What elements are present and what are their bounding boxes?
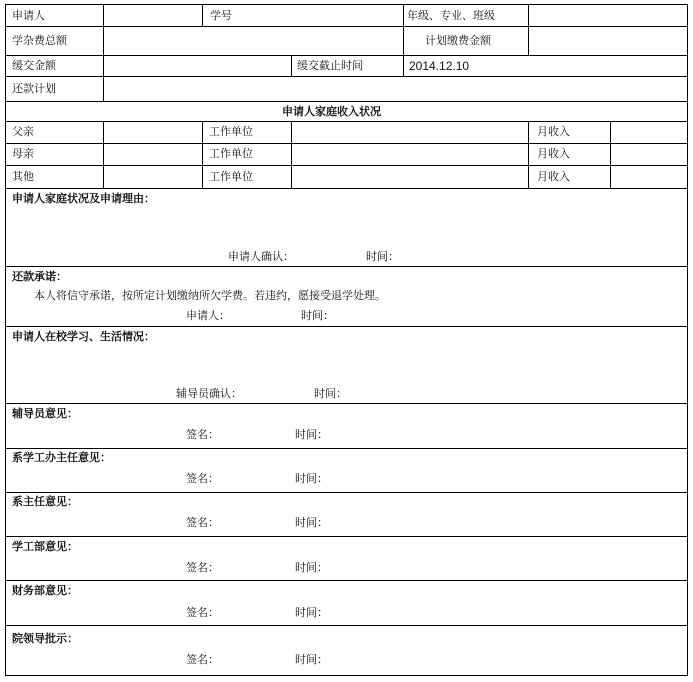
father-name-field[interactable]	[104, 122, 202, 143]
row-divider	[6, 536, 687, 537]
approval-title: 辅导员意见：	[12, 407, 78, 420]
col-divider	[291, 55, 292, 76]
student-id-field[interactable]	[292, 6, 403, 26]
approval-time-label: 时间：	[295, 653, 328, 666]
campus-section-title: 申请人在校学习、生活情况：	[12, 330, 155, 343]
applicant-confirm-label: 申请人确认：	[228, 250, 294, 263]
applicant-name-field[interactable]	[104, 6, 202, 26]
income-relation-label: 父亲	[12, 125, 34, 138]
approval-title: 院领导批示：	[12, 632, 78, 645]
row-divider	[6, 188, 687, 189]
promise-text: 本人将信守承诺，按所定计划缴纳所欠学费。若违约，愿接受退学处理。	[34, 289, 386, 302]
deferred-payment-application-form	[5, 4, 688, 676]
deadline-value: 2014.12.10	[409, 59, 470, 73]
campus-text-area[interactable]	[12, 345, 682, 385]
total-fees-field[interactable]	[104, 27, 403, 55]
total-fees-label: 学杂费总额	[12, 34, 67, 47]
mother-income-field[interactable]	[611, 144, 687, 165]
deadline-label: 缓交截止时间	[297, 59, 363, 72]
grade-major-class-label: 年级、专业、班级	[407, 9, 495, 22]
row-divider	[6, 492, 687, 493]
col-divider	[202, 121, 203, 188]
approval-sign-label: 签名：	[186, 561, 219, 574]
planned-payment-label: 计划缴费金额	[425, 34, 491, 47]
father-income-field[interactable]	[611, 122, 687, 143]
approval-title: 学工部意见：	[12, 540, 78, 553]
deferred-amount-field[interactable]	[104, 56, 291, 76]
monthly-income-label: 月收入	[537, 147, 570, 160]
monthly-income-label: 月收入	[537, 170, 570, 183]
reason-section-title: 申请人家庭状况及申请理由：	[12, 192, 155, 205]
mother-employer-field[interactable]	[292, 144, 528, 165]
reason-text-area[interactable]	[12, 207, 682, 247]
monthly-income-label: 月收入	[537, 125, 570, 138]
applicant-label: 申请人	[12, 9, 45, 22]
col-divider	[202, 5, 203, 26]
row-divider	[6, 625, 687, 626]
grade-major-class-field[interactable]	[529, 6, 687, 26]
promise-time-label: 时间：	[301, 309, 334, 322]
approval-title: 系主任意见：	[12, 495, 78, 508]
col-divider	[403, 5, 404, 55]
income-relation-label: 其他	[12, 170, 34, 183]
approval-time-label: 时间：	[295, 561, 328, 574]
campus-time-label: 时间：	[314, 387, 347, 400]
approval-time-label: 时间：	[295, 472, 328, 485]
approval-sign-label: 签名：	[186, 606, 219, 619]
father-employer-field[interactable]	[292, 122, 528, 143]
approval-sign-label: 签名：	[186, 653, 219, 666]
repayment-plan-field[interactable]	[104, 77, 687, 101]
other-name-field[interactable]	[104, 166, 202, 188]
repayment-plan-label: 还款计划	[12, 82, 56, 95]
promise-applicant-label: 申请人：	[186, 309, 230, 322]
employer-label: 工作单位	[209, 147, 253, 160]
approval-time-label: 时间：	[295, 606, 328, 619]
approval-time-label: 时间：	[295, 516, 328, 529]
reason-time-label: 时间：	[366, 250, 399, 263]
approval-sign-label: 签名：	[186, 428, 219, 441]
income-relation-label: 母亲	[12, 147, 34, 160]
row-divider	[6, 580, 687, 581]
row-divider	[6, 448, 687, 449]
row-divider	[6, 326, 687, 327]
approval-sign-label: 签名：	[186, 516, 219, 529]
approval-sign-label: 签名：	[186, 472, 219, 485]
income-section-title: 申请人家庭收入状况	[282, 105, 381, 118]
deferred-amount-label: 缓交金额	[12, 59, 56, 72]
planned-payment-field[interactable]	[529, 27, 687, 55]
mother-name-field[interactable]	[104, 144, 202, 165]
other-employer-field[interactable]	[292, 166, 528, 188]
employer-label: 工作单位	[209, 125, 253, 138]
promise-section-title: 还款承诺：	[12, 270, 67, 283]
other-income-field[interactable]	[611, 166, 687, 188]
counselor-confirm-label: 辅导员确认：	[176, 387, 242, 400]
row-divider	[6, 266, 687, 267]
row-divider	[6, 101, 687, 102]
col-divider	[528, 121, 529, 188]
approval-title: 系学工办主任意见：	[12, 451, 111, 464]
approval-title: 财务部意见：	[12, 584, 78, 597]
row-divider	[6, 403, 687, 404]
employer-label: 工作单位	[209, 170, 253, 183]
student-id-label: 学号	[210, 9, 232, 22]
approval-time-label: 时间：	[295, 428, 328, 441]
col-divider	[403, 55, 404, 76]
